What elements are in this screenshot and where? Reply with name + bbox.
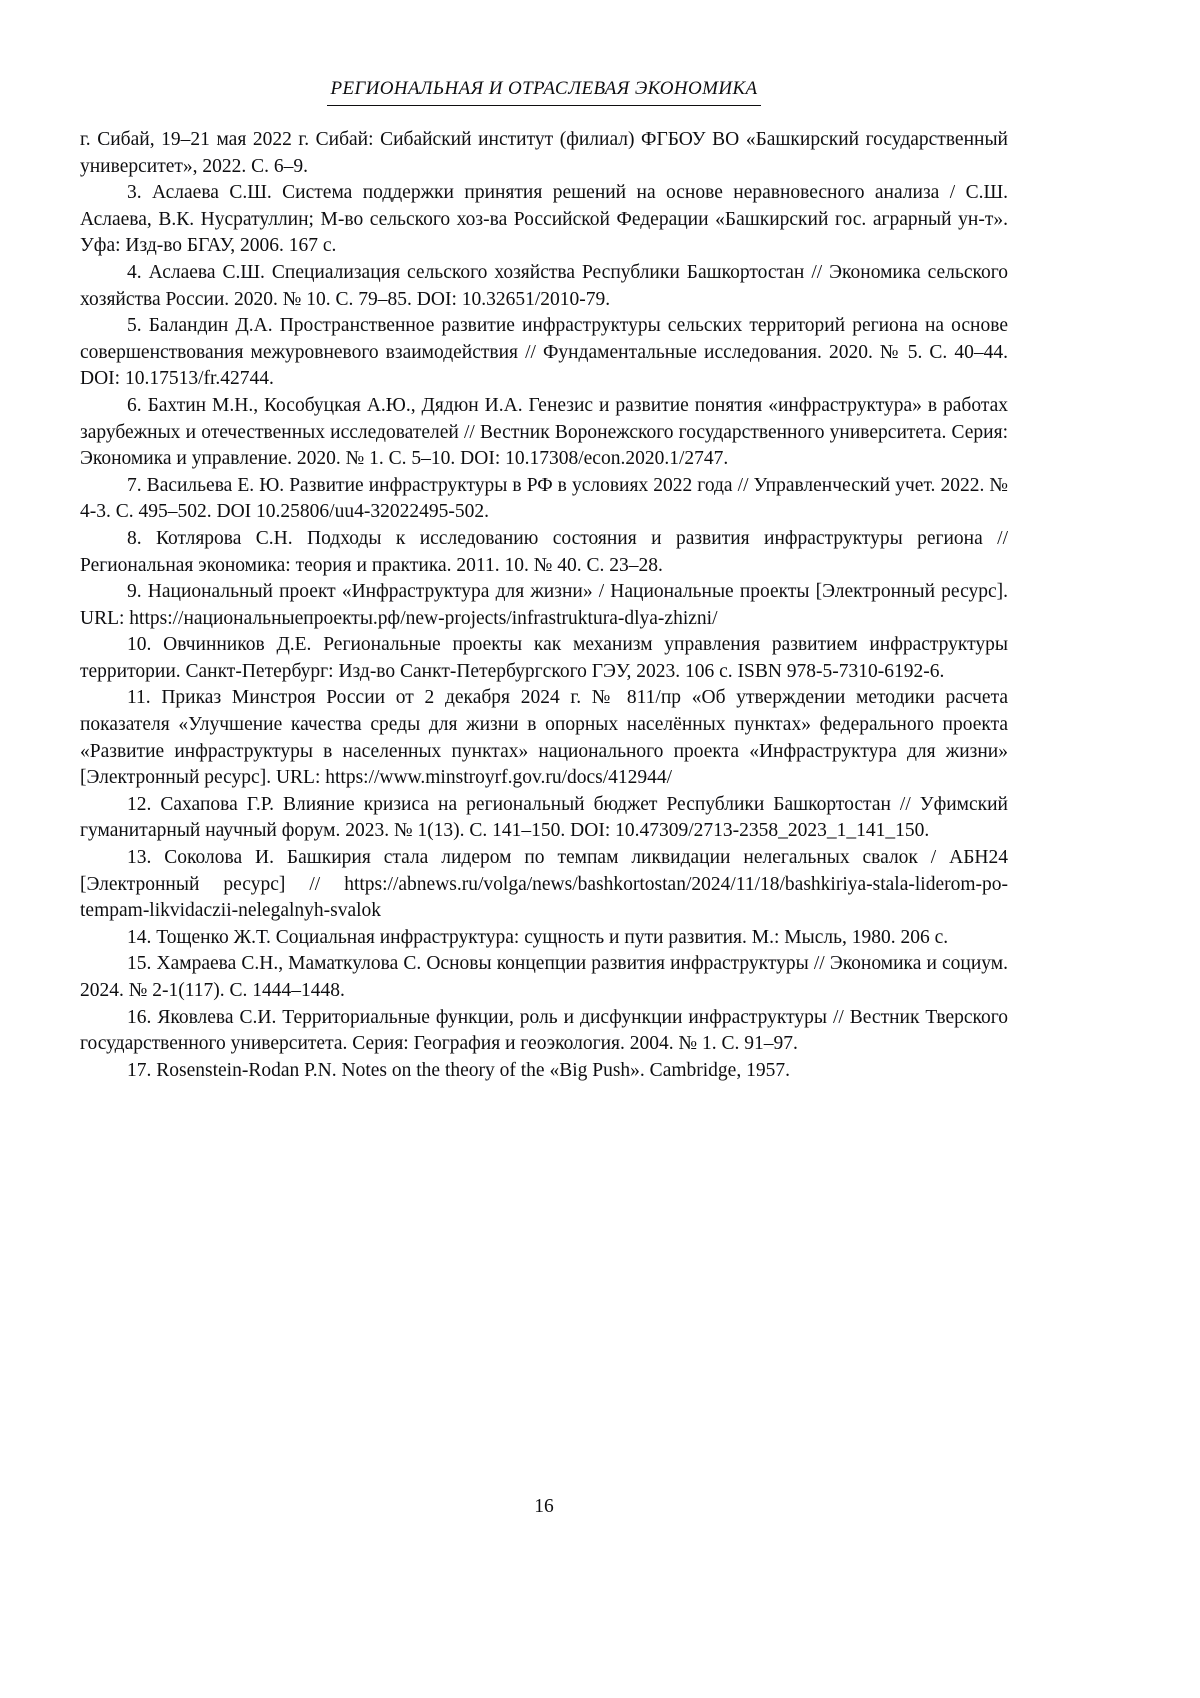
reference-item: 16. Яковлева С.И. Территориальные функции, роль и дисфункции инфраструктуры // Вестник Тверского государственного университета. Серия: География и геоэкология. 2004. № 1. С. 91–97. (80, 1006, 1008, 1055)
reference-item: 17. Rosenstein-Rodan P.N. Notes on the theory of the «Big Push». Cambridge, 1957. (127, 1059, 790, 1081)
reference-item: 6. Бахтин М.Н., Кособуцкая А.Ю., Дядюн И.А. Генезис и развитие понятия «инфраструктура» в работах зарубежных и отечественных исследователей // Вестник Воронежского государственного университета. Серия: Экономика и управление. 2020. № 1. С. 5–10. DOI: 10.17308/econ.2020.1/2747. (80, 394, 1008, 470)
reference-item: 4. Аслаева С.Ш. Специализация сельского хозяйства Республики Башкортостан // Экономика сельского хозяйства России. 2020. № 10. С. 79–85. DOI: 10.32651/2010-79. (80, 261, 1008, 310)
references-list (80, 127, 1008, 1084)
reference-item: г. Сибай, 19–21 мая 2022 г. Сибай: Сибайский институт (филиал) ФГБОУ ВО «Башкирский государственный университет», 2022. С. 6–9. (80, 129, 1008, 177)
reference-item: 5. Баландин Д.А. Пространственное развитие инфраструктуры сельских территорий региона на основе совершенствования межуровневого взаимодействия // Фундаментальные исследования. 2020. № 5. С. 40–44. DOI: 10.17513/fr.42744. (80, 315, 1008, 390)
running-head: РЕГИОНАЛЬНАЯ И ОТРАСЛЕВАЯ ЭКОНОМИКА (327, 78, 760, 106)
reference-item: 10. Овчинников Д.Е. Региональные проекты как механизм управления развитием инфраструктуры территории. Санкт-Петербург: Изд-во Санкт-Петербургского ГЭУ, 2023. 106 с. ISBN 978-5-7310-6192-6. (80, 634, 1008, 682)
reference-item: 11. Приказ Минстроя России от 2 декабря 2024 г. № 811/пр «Об утверждении методики расчета показателя «Улучшение качества среды для жизни в опорных населённых пунктах» федерального проекта «Развитие инфраструктуры в населенных пунктах» национального проекта «Инфраструктура для жизни» [Электронный ресурс]. URL: https://www.minstroyrf.gov.ru/docs/412944/ (80, 687, 1008, 789)
reference-item: 7. Васильева Е. Ю. Развитие инфраструктуры в РФ в условиях 2022 года // Управленческий учет. 2022. № 4-3. С. 495–502. DOI 10.25806/uu4-32022495-502. (80, 474, 1008, 523)
running-head-container (80, 78, 1008, 106)
reference-item: 15. Хамраева С.Н., Маматкулова С. Основы концепции развития инфраструктуры // Экономика и социум. 2024. № 2-1(117). С. 1444–1448. (80, 953, 1008, 1001)
reference-item: 9. Национальный проект «Инфраструктура для жизни» / Национальные проекты [Электронный ресурс]. URL: https://национальныепроекты.рф/new-projects/infrastruktura-dlya-zhizni/ (80, 581, 1008, 629)
reference-item: 8. Котлярова С.Н. Подходы к исследованию состояния и развития инфраструктуры региона // Региональная экономика: теория и практика. 2011. 10. № 40. С. 23–28. (80, 527, 1008, 576)
page-number: 16 (534, 1496, 554, 1517)
reference-item: 13. Соколова И. Башкирия стала лидером по темпам ликвидации нелегальных свалок / АБН24 [Электронный ресурс] // https://abnews.ru/volga/news/bashkortostan/2024/11/18/bashkiriya-stala-liderom-po-tempam-likvidaczii-nelegalnyh-svalok (80, 847, 1008, 922)
reference-item: 12. Сахапова Г.Р. Влияние кризиса на региональный бюджет Республики Башкортостан // Уфимский гуманитарный научный форум. 2023. № 1(13). С. 141–150. DOI: 10.47309/2713-2358_2023_1_141_150. (80, 793, 1008, 842)
reference-item: 14. Тощенко Ж.Т. Социальная инфраструктура: сущность и пути развития. М.: Мысль, 1980. 206 с. (127, 926, 949, 948)
reference-item: 3. Аслаева С.Ш. Система поддержки принятия решений на основе неравновесного анализа / С.Ш. Аслаева, В.К. Нусратуллин; М-во сельского хоз-ва Российской Федерации «Башкирский гос. аграрный ун-т». Уфа: Изд-во БГАУ, 2006. 167 с. (80, 182, 1008, 257)
